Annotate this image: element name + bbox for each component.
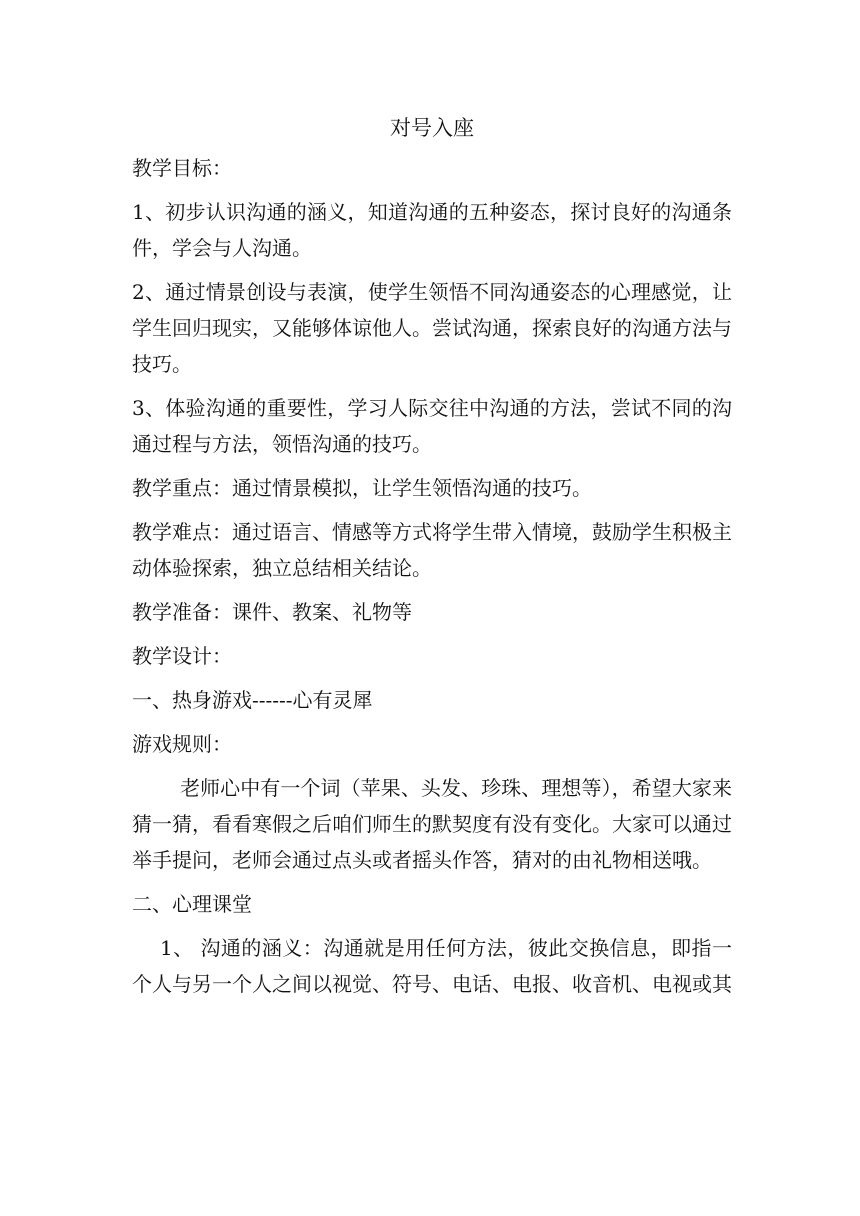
section-heading-objectives: 教学目标： bbox=[132, 156, 232, 180]
objective-1: 1、初步认识沟通的涵义，知道沟通的五种姿态，探讨良好的沟通条件，学会与人沟通。 bbox=[132, 200, 732, 260]
teaching-preparation: 教学准备：课件、教案、礼物等 bbox=[132, 600, 412, 624]
communication-definition: 1、 沟通的涵义：沟通就是用任何方法，彼此交换信息，即指一个人与另一个人之间以视觉、符号、电话、电报、收音机、电视或其 bbox=[132, 936, 732, 996]
objective-3: 3、体验沟通的重要性，学习人际交往中沟通的方法，尝试不同的沟通过程与方法，领悟沟通的技巧。 bbox=[132, 396, 732, 456]
psychology-class-heading: 二、心理课堂 bbox=[132, 892, 252, 916]
objective-2: 2、通过情景创设与表演，使学生领悟不同沟通姿态的心理感觉，让学生回归现实，又能够体谅他人。尝试沟通，探索良好的沟通方法与技巧。 bbox=[132, 280, 732, 376]
game-rules-text: 老师心中有一个词（苹果、头发、珍珠、理想等），希望大家来猜一猜，看看寒假之后咱们师生的默契度有没有变化。大家可以通过举手提问，老师会通过点头或者摇头作答，猜对的由礼物相送哦。 bbox=[132, 776, 732, 872]
warmup-game-heading: 一、热身游戏------心有灵犀 bbox=[132, 688, 373, 712]
document-body bbox=[132, 110, 732, 1010]
teaching-focus: 教学重点：通过情景模拟，让学生领悟沟通的技巧。 bbox=[132, 476, 592, 500]
teaching-difficulty: 教学难点：通过语言、情感等方式将学生带入情境，鼓励学生积极主动体验探索，独立总结相关结论。 bbox=[132, 520, 732, 580]
document-title: 对号入座 bbox=[390, 116, 474, 140]
section-heading-design: 教学设计： bbox=[132, 644, 232, 668]
game-rules-heading: 游戏规则： bbox=[132, 732, 232, 756]
